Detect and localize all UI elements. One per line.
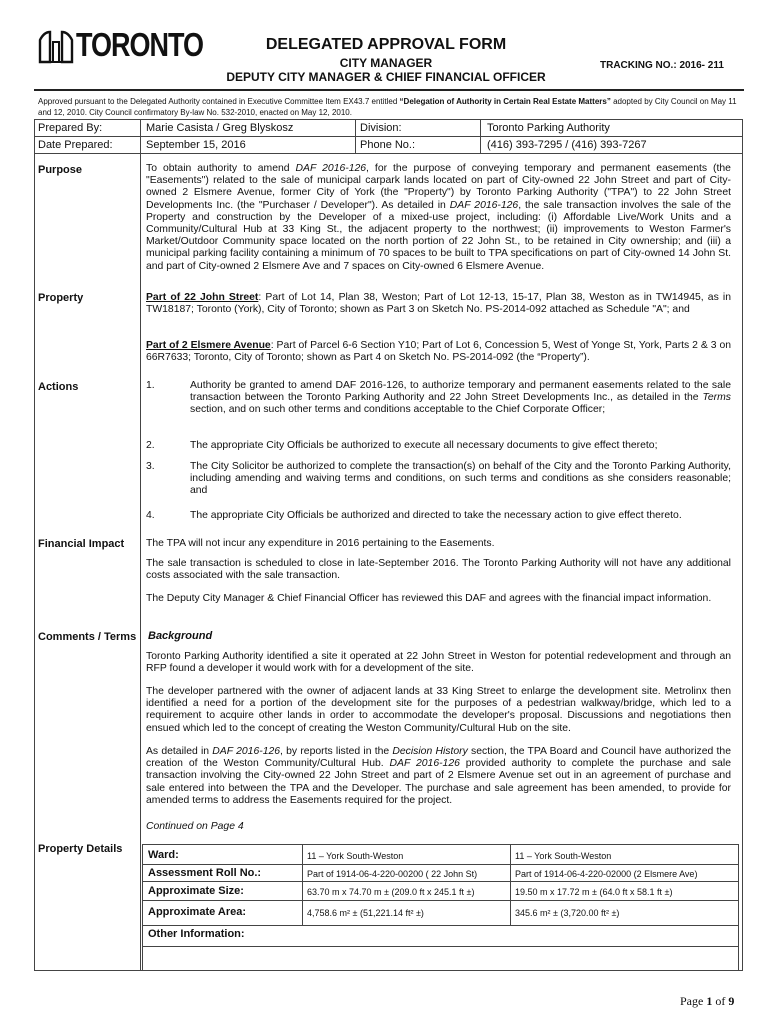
comments-p2: The developer partnered with the owner of adjacent lands at 33 King Street to enlarge the development site. Metrolinx then identified a need for a portion of the development site for the purposes of a pedestrian walkway/bridge, which led to a requirement to acquire other lands in order to accommodate the developer's proposal. Discussions and negotiations then ensued which led to the concept of creating the Weston Community/Cultural Hub on the site. (146, 686, 731, 734)
frame-right (742, 119, 743, 971)
division-value: Toronto Parking Authority (487, 122, 610, 134)
continued-note: Continued on Page 4 (146, 821, 244, 832)
page-of: of (712, 994, 729, 1008)
financial-p2: The sale transaction is scheduled to close in late-September 2016. The Toronto Parking Authority will not have any additional costs associated with the sale transaction. (146, 558, 731, 582)
pd-roll-label: Assessment Roll No.: (148, 867, 262, 879)
purpose-text (146, 163, 731, 273)
property-details-label: Property Details (38, 843, 123, 855)
page-current: 1 (706, 994, 713, 1008)
pd-area-label: Approximate Area: (148, 906, 247, 918)
pd-col-2 (510, 844, 511, 926)
pd-ward-label: Ward: (148, 849, 179, 861)
pd-col-3 (738, 844, 739, 970)
toronto-logo (38, 26, 204, 64)
pd-ward-b: 11 – York South-Weston (515, 851, 612, 861)
comments-p3g: provided authority to complete the purchase and sale transaction involving the City-owned 22 John Street and part of 2 Elsmere Avenue set out in an agreement of purchase and sale entered into between the TPA and the Developer. The purchase and sale agreement has been amended, to provide for amended terms to address the Easements required for the project. (146, 758, 731, 806)
purpose-daf-ref-2: DAF 2016-126 (449, 199, 519, 211)
prepared-by-label: Prepared By: (38, 122, 103, 134)
pd-line-5 (142, 946, 738, 947)
action-1-pre: Authority be granted to amend DAF 2016-126, to authorize temporary and permanent easements related to the sale transaction between the Toronto Parking Authority and 22 John Street Developments Inc., as detailed in the (190, 380, 731, 404)
purpose-text-2: , for the purpose of conveying temporary and permanent easements (the "Easements") related to the sale of municipal carpark lands located on part of City-owned 22 John Street and part of City-owned 2 Elsmere Avenue, former City of York (the "Property") by Toronto Parking Authority ("TPA") to 22 John Street Developments Inc. (the "Purchaser / Developer"). As detailed in (146, 163, 731, 211)
pd-ward-a: 11 – York South-Weston (307, 851, 404, 861)
pd-area-a: 4,758.6 m² ± (51,221.14 ft² ±) (307, 908, 424, 918)
action-3-text: The City Solicitor be authorized to complete the transaction(s) on behalf of the City and the Toronto Parking Authority, including amending and waiving terms and conditions, on such terms and conditions as she considers reasonable; and (190, 461, 731, 497)
financial-p3: The Deputy City Manager & Chief Financial Officer has reviewed this DAF and agrees with the financial impact information. (146, 593, 712, 604)
tracking-number: TRACKING NO.: 2016- 211 (600, 60, 724, 71)
info-col2 (355, 119, 356, 154)
form-subtitle-city-manager: CITY MANAGER (339, 56, 433, 70)
date-prepared-value: September 15, 2016 (146, 139, 246, 151)
approval-prefix: Approved pursuant to the Delegated Authority contained in Executive Committee Item EX43.7 entitled (38, 97, 400, 106)
logo-wordmark: TORONTO (76, 26, 204, 64)
purpose-label: Purpose (38, 164, 83, 176)
comments-p3 (146, 746, 731, 807)
property-part-1 (146, 292, 731, 316)
approval-suffix: adopted by City Council on May 11 and 12, 2010. City Council confirmatory By-law No. 532-2010, enacted on May 12, 2010. (38, 97, 737, 117)
info-col3 (480, 119, 481, 154)
page-word: Page (680, 994, 707, 1008)
approval-note (38, 96, 738, 118)
property-part-2-heading: Part of 2 Elsmere Avenue (146, 340, 271, 351)
purpose-text-1: To obtain authority to amend (146, 163, 296, 174)
pd-area-b: 345.6 m² ± (3,720.00 ft² ±) (515, 908, 620, 918)
comments-p3-daf-2: DAF 2016-126 (389, 758, 460, 770)
purpose-daf-ref: DAF 2016-126 (295, 163, 367, 174)
pd-line-1 (142, 864, 738, 865)
pd-line-0 (142, 844, 738, 845)
pd-col-0 (142, 844, 143, 970)
info-col1 (140, 119, 141, 154)
header-divider (34, 89, 744, 91)
pd-roll-b: Part of 1914-06-4-220-02000 (2 Elsmere Ave) (515, 869, 698, 879)
comments-p1: Toronto Parking Authority identified a site it operated at 22 John Street in Weston for potential redevelopment and through an RFP found a developer it would work with for a development of the site. (146, 651, 731, 675)
pd-size-label: Approximate Size: (148, 885, 244, 897)
pd-col-1 (302, 844, 303, 926)
property-part-1-text: : Part of Lot 14, Plan 38, Weston; Part of Lot 12-13, 15-17, Plan 38, Weston as in TW14945, as in TW18187; Toronto (York), City of Toronto; shown as Part 3 on Sketch No. PS-2014-092 attached as Schedule "A"; and (146, 292, 731, 316)
action-1-post: section, and on such other terms and conditions acceptable to the Chief Corporate Officer; (190, 404, 606, 416)
form-subtitle-cfo: DEPUTY CITY MANAGER & CHIEF FINANCIAL OFFICER (226, 70, 546, 84)
financial-p1: The TPA will not incur any expenditure in 2016 pertaining to the Easements. (146, 538, 495, 549)
pd-line-2 (142, 881, 738, 882)
actions-label: Actions (38, 381, 79, 393)
comments-p3e: section, the TPA Board and Council have authorized the creation of the Weston Community/Cultural Hub. (146, 746, 731, 770)
comments-terms-label: Comments / Terms (38, 631, 137, 643)
property-label: Property (38, 292, 84, 304)
page-total: 9 (728, 994, 735, 1008)
pd-roll-a: Part of 1914-06-4-220-00200 ( 22 John St) (307, 869, 478, 879)
purpose-text-3: , the sale transaction involves the sale of the Property and construction by the Developer of a mixed-use project, including: (i) Affordable Live/Work Units and a Community/Cultural Hub at 33 King St., the adjacent property to the northwest; (ii) improvements to Weston Farmer's Market/Outdoor Community space located on the north portion of 22 John St., to be retained in City ownership; and (iii) a municipal parking facility containing a minimum of 70 spaces to be built to TPA specifications on part of City-owned 14 John St. and part of City-owned 2 Elsmere Ave and 7 spaces on City-owned 6 Elsmere Avenue. (146, 199, 731, 272)
action-3-number: 3. (146, 461, 155, 472)
property-part-1-heading: Part of 22 John Street (146, 292, 259, 303)
pd-other-label: Other Information: (148, 928, 245, 940)
comments-p3a: As detailed in (146, 746, 213, 757)
action-1-number: 1. (146, 380, 155, 391)
financial-impact-label: Financial Impact (38, 538, 125, 550)
action-4-number: 4. (146, 510, 155, 521)
city-hall-icon (38, 28, 74, 64)
action-2-text: The appropriate City Officials be authorized to execute all necessary documents to give effect thereto; (190, 440, 658, 451)
comments-p3-decision-history: Decision History (392, 746, 468, 757)
action-1-terms: Terms (702, 392, 731, 404)
property-part-2-text: : Part of Parcel 6-6 Section Y10; Part of Lot 6, Concession 5, West of Yonge St, York, Parts 2 & 3 on 66R7633; Toronto, City of Toronto; shown as Part 4 on Sketch No. PS-2014-092 (the “Property”). (146, 340, 732, 364)
comments-p3-daf: DAF 2016-126 (212, 746, 281, 757)
page-number (680, 994, 734, 1009)
pd-line-3 (142, 900, 738, 901)
form-title: DELEGATED APPROVAL FORM (265, 36, 507, 53)
property-part-2 (146, 340, 731, 364)
phone-value: (416) 393-7295 / (416) 393-7267 (487, 139, 647, 151)
frame-bottom (34, 970, 743, 971)
action-2-number: 2. (146, 440, 155, 451)
action-1-text (190, 380, 731, 417)
date-prepared-label: Date Prepared: (38, 139, 113, 151)
comments-p3c: , by reports listed in the (280, 746, 393, 757)
phone-label: Phone No.: (360, 139, 416, 151)
background-heading: Background (148, 630, 213, 642)
division-label: Division: (360, 122, 402, 134)
pd-line-4 (142, 925, 738, 926)
label-column-divider (140, 154, 141, 970)
prepared-by-value: Marie Casista / Greg Blyskosz (146, 122, 294, 134)
pd-size-a: 63.70 m x 74.70 m ± (209.0 ft x 245.1 ft ±) (307, 887, 475, 897)
action-4-text: The appropriate City Officials be authorized and directed to take the necessary action to give effect thereto. (190, 510, 682, 521)
approval-title: “Delegation of Authority in Certain Real Estate Matters” (399, 97, 611, 106)
pd-size-b: 19.50 m x 17.72 m ± (64.0 ft x 58.1 ft ±) (515, 887, 673, 897)
frame-left (34, 119, 35, 971)
